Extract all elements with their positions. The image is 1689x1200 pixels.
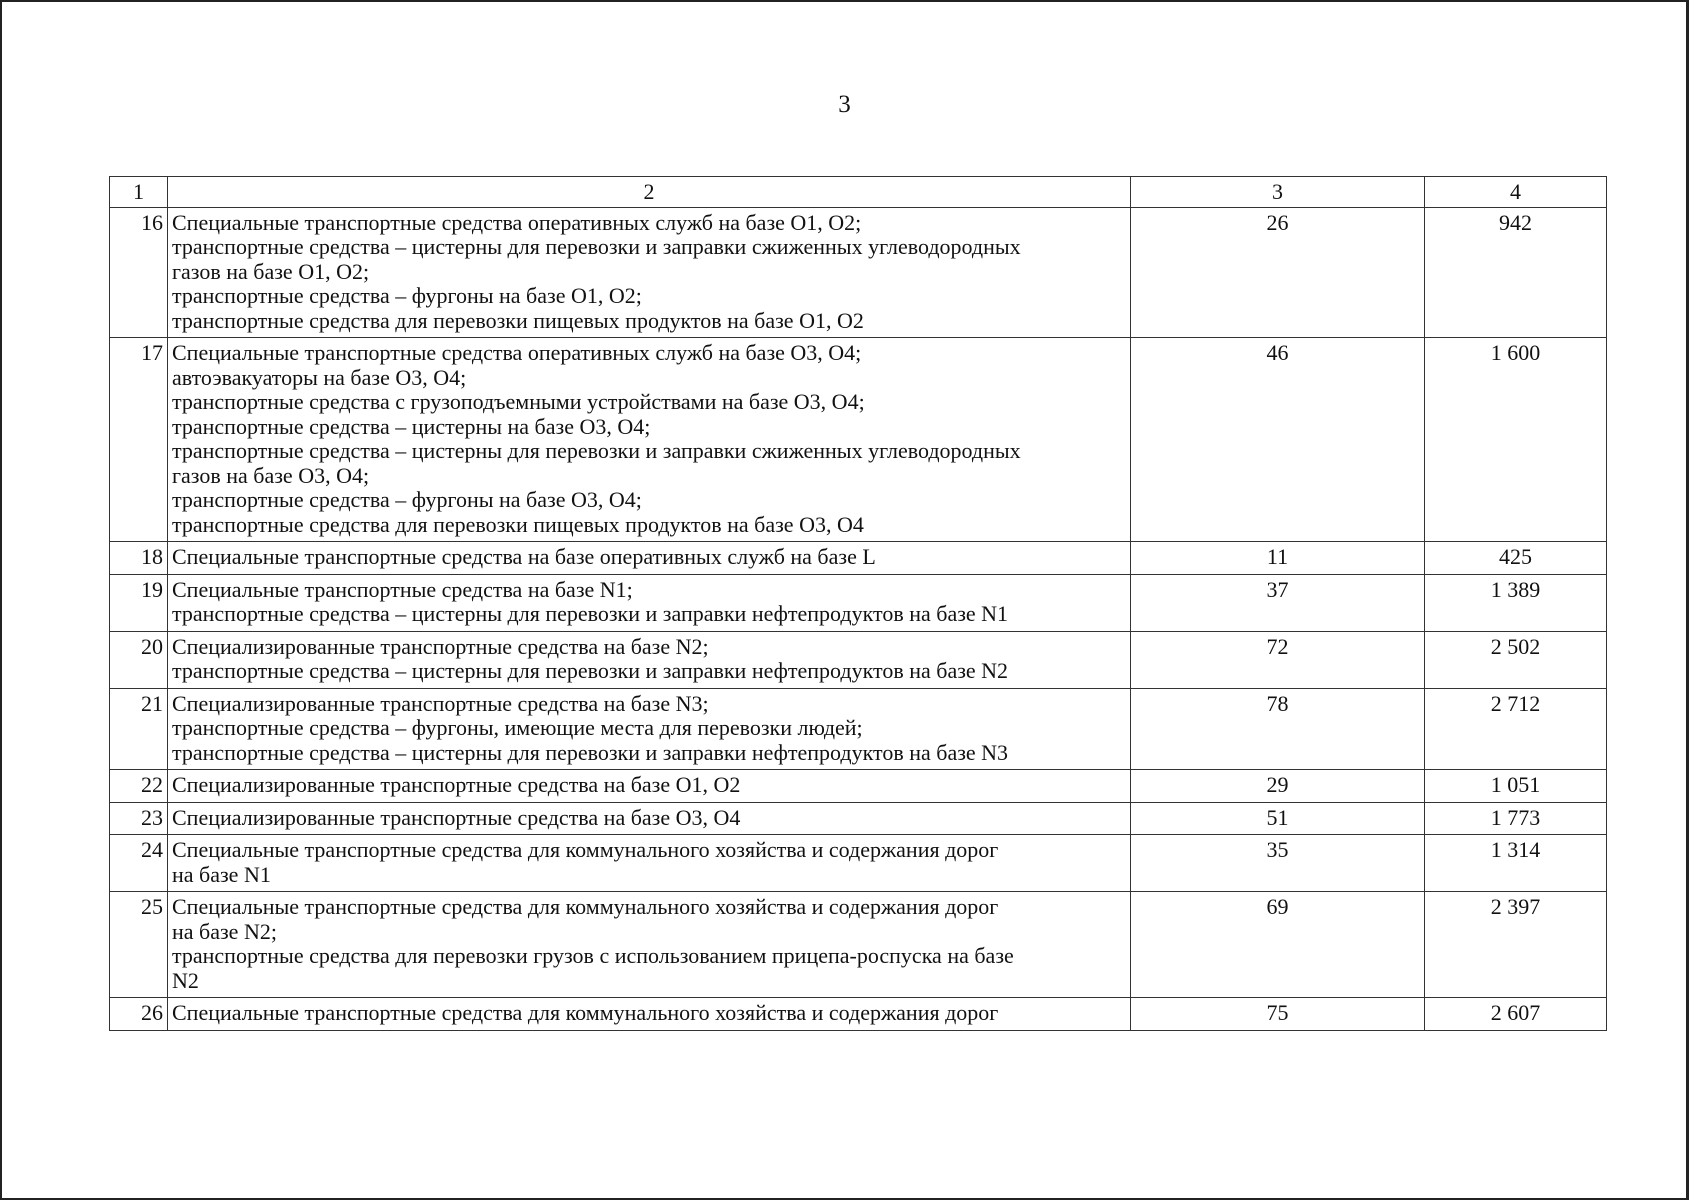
column-3-value-cell: 75 [1131, 998, 1425, 1031]
vehicle-description-cell [168, 338, 1131, 542]
description-line: транспортные средства – цистерны для перевозки и заправки сжиженных углеводородных [172, 234, 1021, 259]
vehicle-description-cell [168, 770, 1131, 803]
table-row [110, 892, 1607, 998]
row-number-cell: 18 [110, 542, 168, 575]
description-line: Специализированные транспортные средства на базе N2; [172, 633, 709, 659]
vehicle-description-cell [168, 542, 1131, 575]
description-line: транспортные средства – фургоны, имеющие места для перевозки людей; [172, 715, 863, 740]
row-number-cell: 22 [110, 770, 168, 803]
table-header-row [110, 177, 1607, 208]
description-line: Специальные транспортные средства оперативных служб на базе O3, O4; [172, 340, 862, 365]
table-row [110, 207, 1607, 338]
column-4-value-cell: 2 607 [1425, 998, 1607, 1031]
description-line: транспортные средства для перевозки пищевых продуктов на базе O1, O2 [172, 307, 864, 333]
column-3-value-cell: 69 [1131, 892, 1425, 998]
column-4-value-cell: 942 [1425, 207, 1607, 338]
description-line: Специальные транспортные средства на базе N1; [172, 576, 633, 602]
description-line: Специализированные транспортные средства на базе O3, O4 [172, 804, 741, 830]
table-body [110, 177, 1607, 1031]
row-number-cell: 24 [110, 835, 168, 892]
table-row [110, 631, 1607, 688]
table-row [110, 542, 1607, 575]
header-cell-1: 1 [110, 177, 168, 208]
description-line: транспортные средства – цистерны на базе O3, O4; [172, 413, 651, 439]
vehicle-description-cell [168, 207, 1131, 338]
column-3-value-cell: 35 [1131, 835, 1425, 892]
column-4-value-cell: 1 314 [1425, 835, 1607, 892]
column-4-value-cell: 1 389 [1425, 574, 1607, 631]
column-4-value-cell: 1 051 [1425, 770, 1607, 803]
description-line: Специализированные транспортные средства на базе O1, O2 [172, 772, 741, 797]
table-row [110, 998, 1607, 1031]
description-line: автоэвакуаторы на базе O3, O4; [172, 364, 467, 390]
row-number-cell: 16 [110, 207, 168, 338]
description-line: транспортные средства для перевозки пищевых продуктов на базе O3, O4 [172, 511, 864, 537]
table-row [110, 835, 1607, 892]
header-cell-3: 3 [1131, 177, 1425, 208]
column-3-value-cell: 26 [1131, 207, 1425, 338]
column-4-value-cell: 2 397 [1425, 892, 1607, 998]
column-4-value-cell: 2 502 [1425, 631, 1607, 688]
table-row [110, 770, 1607, 803]
description-line: Специальные транспортные средства на базе оперативных служб на базе L [172, 544, 876, 569]
row-number-cell: 26 [110, 998, 168, 1031]
vehicle-description-cell [168, 631, 1131, 688]
column-4-value-cell: 1 773 [1425, 802, 1607, 835]
description-line: газов на базе O1, O2; [172, 258, 370, 284]
header-cell-2: 2 [168, 177, 1131, 208]
description-line: транспортные средства – цистерны для перевозки и заправки сжиженных углеводородных [172, 438, 1021, 463]
column-3-value-cell: 46 [1131, 338, 1425, 542]
column-3-value-cell: 29 [1131, 770, 1425, 803]
row-number-cell: 17 [110, 338, 168, 542]
vehicle-description-cell [168, 802, 1131, 835]
table-row [110, 338, 1607, 542]
table-row [110, 574, 1607, 631]
table-row [110, 688, 1607, 770]
description-line: транспортные средства – цистерны для перевозки и заправки нефтепродуктов на базе N3 [172, 739, 1009, 765]
description-line: транспортные средства – цистерны для перевозки и заправки нефтепродуктов на базе N1 [172, 601, 1009, 626]
column-3-value-cell: 78 [1131, 688, 1425, 770]
description-line: транспортные средства для перевозки грузов с использованием прицепа-роспуска на базе [172, 943, 1014, 968]
vehicle-description-cell [168, 574, 1131, 631]
description-line: Специальные транспортные средства для коммунального хозяйства и содержания дорог [172, 1000, 999, 1025]
description-line: на базе N2; [172, 918, 277, 944]
column-3-value-cell: 72 [1131, 631, 1425, 688]
vehicle-description-cell [168, 892, 1131, 998]
table-row [110, 802, 1607, 835]
vehicle-description-cell [168, 998, 1131, 1031]
row-number-cell: 23 [110, 802, 168, 835]
data-table [109, 176, 1607, 1031]
row-number-cell: 25 [110, 892, 168, 998]
description-line: Специализированные транспортные средства на базе N3; [172, 690, 709, 716]
description-line: N2 [172, 967, 199, 993]
vehicle-description-cell [168, 835, 1131, 892]
description-line: Специальные транспортные средства для коммунального хозяйства и содержания дорог [172, 837, 999, 862]
row-number-cell: 20 [110, 631, 168, 688]
column-3-value-cell: 51 [1131, 802, 1425, 835]
description-line: газов на базе O3, O4; [172, 462, 370, 488]
column-4-value-cell: 2 712 [1425, 688, 1607, 770]
column-3-value-cell: 37 [1131, 574, 1425, 631]
column-3-value-cell: 11 [1131, 542, 1425, 575]
row-number-cell: 21 [110, 688, 168, 770]
description-line: транспортные средства – фургоны на базе O1, O2; [172, 283, 642, 308]
row-number-cell: 19 [110, 574, 168, 631]
column-4-value-cell: 425 [1425, 542, 1607, 575]
column-4-value-cell: 1 600 [1425, 338, 1607, 542]
description-line: транспортные средства – цистерны для перевозки и заправки нефтепродуктов на базе N2 [172, 658, 1009, 683]
description-line: транспортные средства – фургоны на базе O3, O4; [172, 487, 642, 512]
description-line: Специальные транспортные средства оперативных служб на базе O1, O2; [172, 209, 862, 235]
page-number: 3 [838, 91, 851, 118]
description-line: на базе N1 [172, 861, 271, 887]
description-line: Специальные транспортные средства для коммунального хозяйства и содержания дорог [172, 894, 999, 919]
header-cell-4: 4 [1425, 177, 1607, 208]
description-line: транспортные средства с грузоподъемными устройствами на базе O3, O4; [172, 389, 865, 414]
vehicle-description-cell [168, 688, 1131, 770]
